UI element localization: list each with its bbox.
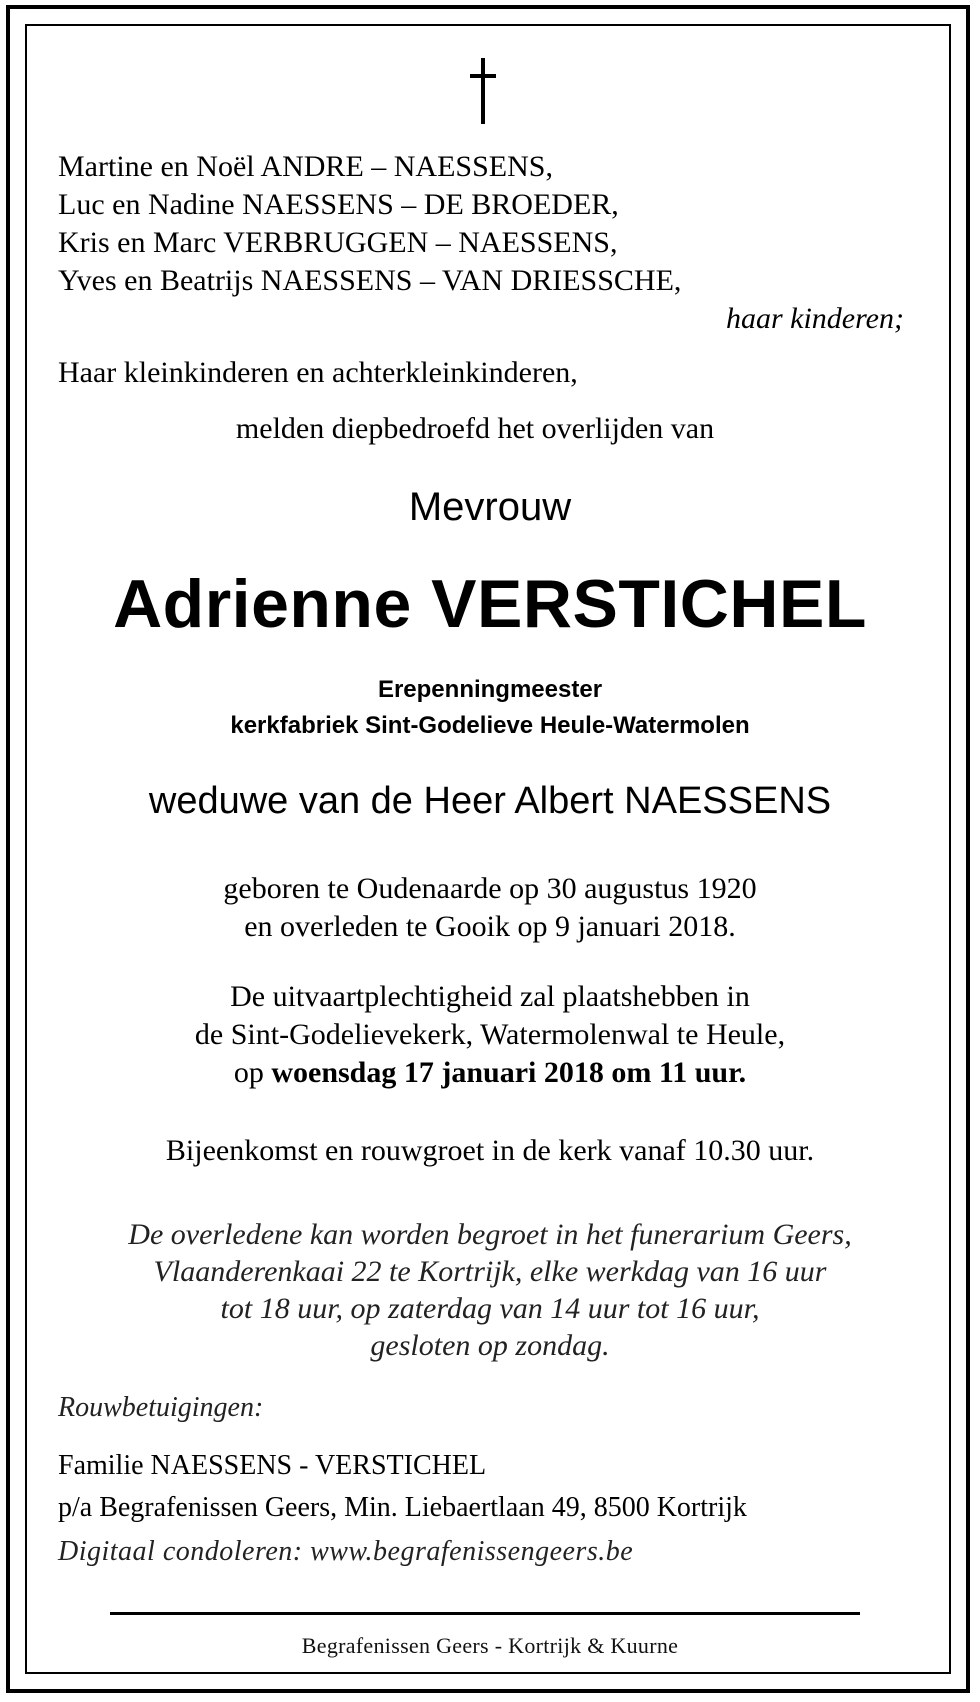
visitation-line: tot 18 uur, op zaterdag van 14 uur tot 16 uur,	[220, 1292, 760, 1325]
ceremony-line-2: de Sint-Godelievekerk, Watermolenwal te Heule,	[194, 1018, 786, 1051]
role-line-2: kerkfabriek Sint-Godelieve Heule-Watermolen	[230, 712, 750, 739]
family-line: Kris en Marc VERBRUGGEN – NAESSENS,	[58, 226, 618, 259]
children-label: haar kinderen;	[725, 302, 904, 335]
condolences-family: Familie NAESSENS - VERSTICHEL	[58, 1450, 487, 1481]
family-line: Martine en Noël ANDRE – NAESSENS,	[58, 150, 553, 183]
ceremony-block	[0, 978, 980, 1092]
cross-icon	[470, 58, 496, 124]
life-dates	[0, 870, 980, 946]
ceremony-line-3	[0, 1054, 980, 1092]
role-line-1: Erepenningmeester	[377, 676, 603, 703]
deceased-title: Mevrouw	[408, 485, 572, 529]
grandchildren-line: Haar kleinkinderen en achterkleinkinderen,	[58, 356, 578, 389]
visitation-line: De overledene kan worden begroet in het funerarium Geers,	[128, 1218, 852, 1251]
condolences-address	[58, 1445, 747, 1529]
announcement-line: melden diepbedroefd het overlijden van	[235, 412, 715, 445]
birth-line: geboren te Oudenaarde op 30 augustus 1920	[223, 872, 757, 905]
family-line: Luc en Nadine NAESSENS – DE BROEDER,	[58, 188, 619, 221]
widow-of-line: weduwe van de Heer Albert NAESSENS	[148, 780, 832, 822]
ceremony-prefix: op	[233, 1056, 272, 1089]
visitation-line: gesloten op zondag.	[370, 1329, 610, 1362]
gathering-line: Bijeenkomst en rouwgroet in de kerk vanaf 10.30 uur.	[165, 1134, 815, 1167]
divider	[110, 1612, 860, 1615]
family-list	[58, 148, 681, 300]
ceremony-line-1: De uitvaartplechtigheid zal plaatshebben in	[230, 980, 750, 1013]
visitation-line: Vlaanderenkaai 22 te Kortrijk, elke werkdag van 16 uur	[153, 1255, 827, 1288]
condolences-address-line: p/a Begrafenissen Geers, Min. Liebaertlaan 49, 8500 Kortrijk	[58, 1492, 747, 1523]
deceased-name: Adrienne VERSTICHEL	[113, 566, 867, 642]
visitation-block	[0, 1216, 980, 1364]
family-line: Yves en Beatrijs NAESSENS – VAN DRIESSCHE,	[58, 264, 682, 297]
digital-condolences-link[interactable]: Digitaal condoleren: www.begrafenissengeers.be	[58, 1536, 634, 1567]
death-line: en overleden te Gooik op 9 januari 2018.	[244, 910, 736, 943]
condolences-label: Rouwbetuigingen:	[58, 1392, 264, 1423]
ceremony-datetime: woensdag 17 januari 2018 om 11 uur.	[271, 1056, 747, 1089]
footer-text: Begrafenissen Geers - Kortrijk & Kuurne	[301, 1633, 679, 1658]
